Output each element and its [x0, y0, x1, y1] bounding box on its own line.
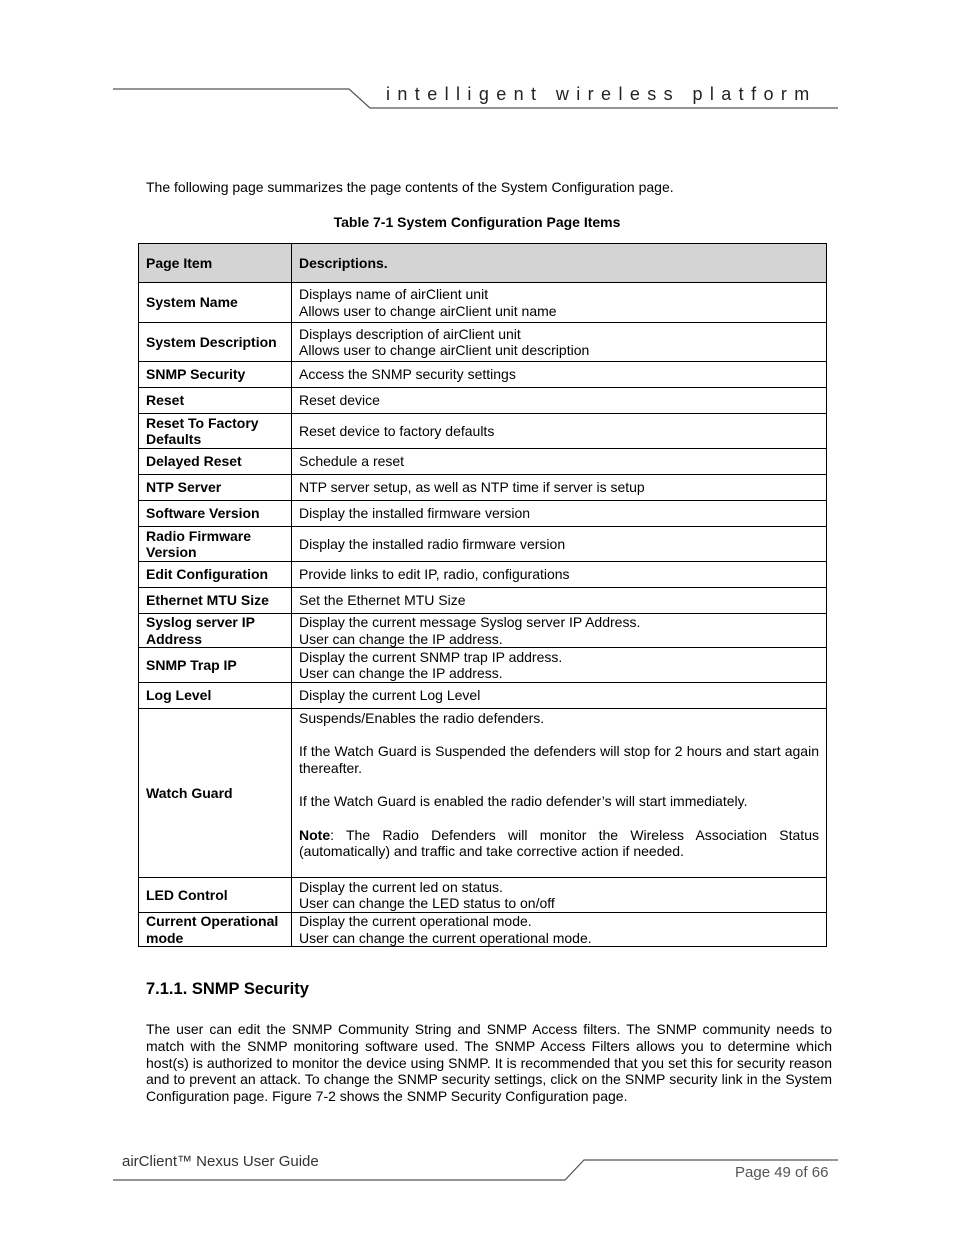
- row-item-label: Radio Firmware Version: [139, 527, 292, 562]
- description-line: Display the current led on status.: [299, 878, 503, 895]
- intro-paragraph: The following page summarizes the page contents of the System Configuration page.: [146, 179, 674, 195]
- row-item-label: Delayed Reset: [139, 449, 292, 475]
- row-item-label: System Name: [139, 283, 292, 323]
- description-line: Displays name of airClient unit: [299, 286, 489, 302]
- table-row: [139, 562, 827, 588]
- description-line: User can change the LED status to on/off: [299, 895, 555, 911]
- table-row: [139, 414, 827, 449]
- table-row: [139, 501, 827, 527]
- description-line: Display the current operational mode.: [299, 913, 532, 929]
- footer-title: airClient™ Nexus User Guide: [122, 1153, 319, 1170]
- header-descriptions: Descriptions.: [292, 244, 827, 283]
- row-item-label: SNMP Trap IP: [139, 648, 292, 683]
- table-row: [139, 709, 827, 878]
- row-description: [292, 475, 827, 501]
- description-line: NTP server setup, as well as NTP time if server is setup: [299, 479, 645, 496]
- row-description: [292, 913, 827, 947]
- row-description: [292, 501, 827, 527]
- row-item-label: NTP Server: [139, 475, 292, 501]
- description-line: Reset device: [299, 392, 380, 409]
- description-paragraph: If the Watch Guard is Suspended the defenders will stop for 2 hours and start again thereafter.: [299, 743, 819, 776]
- row-item-label: Reset To Factory Defaults: [139, 414, 292, 449]
- row-description: [292, 362, 827, 388]
- table-row: [139, 878, 827, 913]
- row-description: [292, 648, 827, 683]
- row-item-label: Reset: [139, 388, 292, 414]
- row-description: [292, 414, 827, 449]
- description-line: Allows user to change airClient unit description: [299, 342, 590, 358]
- table-row: [139, 527, 827, 562]
- row-item-label: Edit Configuration: [139, 562, 292, 588]
- table-row: [139, 475, 827, 501]
- row-description: [292, 449, 827, 475]
- row-description: [292, 562, 827, 588]
- row-description: [292, 323, 827, 362]
- description-line: Display the current Log Level: [299, 687, 481, 704]
- description-paragraph: Suspends/Enables the radio defenders.: [299, 709, 545, 726]
- description-line: Display the installed radio firmware version: [299, 535, 566, 552]
- description-line: Allows user to change airClient unit name: [299, 302, 557, 319]
- row-description: [292, 709, 827, 878]
- description-line: User can change the current operational mode.: [299, 929, 592, 946]
- description-line: Access the SNMP security settings: [299, 366, 516, 383]
- section-heading: 7.1.1. SNMP Security: [146, 980, 309, 998]
- table-caption: Table 7-1 System Configuration Page Items: [333, 214, 621, 230]
- note-text: : The Radio Defenders will monitor the Wireless Association Status (automatically) and traffic and take corrective action if needed.: [299, 826, 819, 859]
- description-line: Set the Ethernet MTU Size: [299, 592, 466, 609]
- system-config-table: [138, 243, 827, 947]
- table-row: [139, 614, 827, 648]
- description-line: Displays description of airClient unit: [299, 325, 521, 342]
- table-row: [139, 283, 827, 323]
- row-description: [292, 388, 827, 414]
- table-row: [139, 449, 827, 475]
- table-row: [139, 648, 827, 683]
- description-line: Schedule a reset: [299, 453, 405, 470]
- description-line: Reset device to factory defaults: [299, 422, 495, 439]
- row-item-label: System Description: [139, 323, 292, 362]
- row-item-label: Watch Guard: [139, 709, 292, 878]
- table-row: [139, 588, 827, 614]
- description-line: User can change the IP address.: [299, 665, 503, 681]
- description-line: Display the installed firmware version: [299, 505, 531, 522]
- row-item-label: Log Level: [139, 683, 292, 709]
- description-line: Display the current SNMP trap IP address.: [299, 648, 563, 665]
- description-line: User can change the IP address.: [299, 630, 503, 647]
- row-description: [292, 683, 827, 709]
- header-page-item: Page Item: [139, 244, 292, 283]
- row-item-label: Current Operational mode: [139, 913, 292, 947]
- row-item-label: SNMP Security: [139, 362, 292, 388]
- table-row: [139, 913, 827, 947]
- row-item-label: Syslog server IP Address: [139, 614, 292, 648]
- note-paragraph: [299, 827, 819, 860]
- row-item-label: Software Version: [139, 501, 292, 527]
- row-description: [292, 614, 827, 648]
- description-paragraph: If the Watch Guard is enabled the radio defender’s will start immediately.: [299, 793, 748, 809]
- row-item-label: Ethernet MTU Size: [139, 588, 292, 614]
- row-description: [292, 588, 827, 614]
- footer-page-number: Page 49 of 66: [735, 1164, 829, 1181]
- table-row: [139, 388, 827, 414]
- table-row: [139, 362, 827, 388]
- section-body: The user can edit the SNMP Community String and SNMP Access filters. The SNMP community needs to match with the SNMP monitoring software used. The SNMP Access Filters allows you to determine which host(s) is authorized to monitor the device using SNMP. It is recommended that you set this for security reason and to prevent an attack. To change the SNMP security settings, click on the SNMP security link in the System Configuration page. Figure 7-2 shows the SNMP Security Configuration page.: [146, 1021, 832, 1105]
- row-description: [292, 878, 827, 913]
- table-row: [139, 323, 827, 362]
- note-label: Note: [299, 826, 331, 843]
- table-header-row: [139, 244, 827, 283]
- row-description: [292, 527, 827, 562]
- description-line: Display the current message Syslog server IP Address.: [299, 614, 641, 630]
- row-description: [292, 283, 827, 323]
- row-item-label: LED Control: [139, 878, 292, 913]
- description-line: Provide links to edit IP, radio, configurations: [299, 566, 570, 583]
- header-tagline: intelligent wireless platform: [386, 84, 817, 104]
- table-row: [139, 683, 827, 709]
